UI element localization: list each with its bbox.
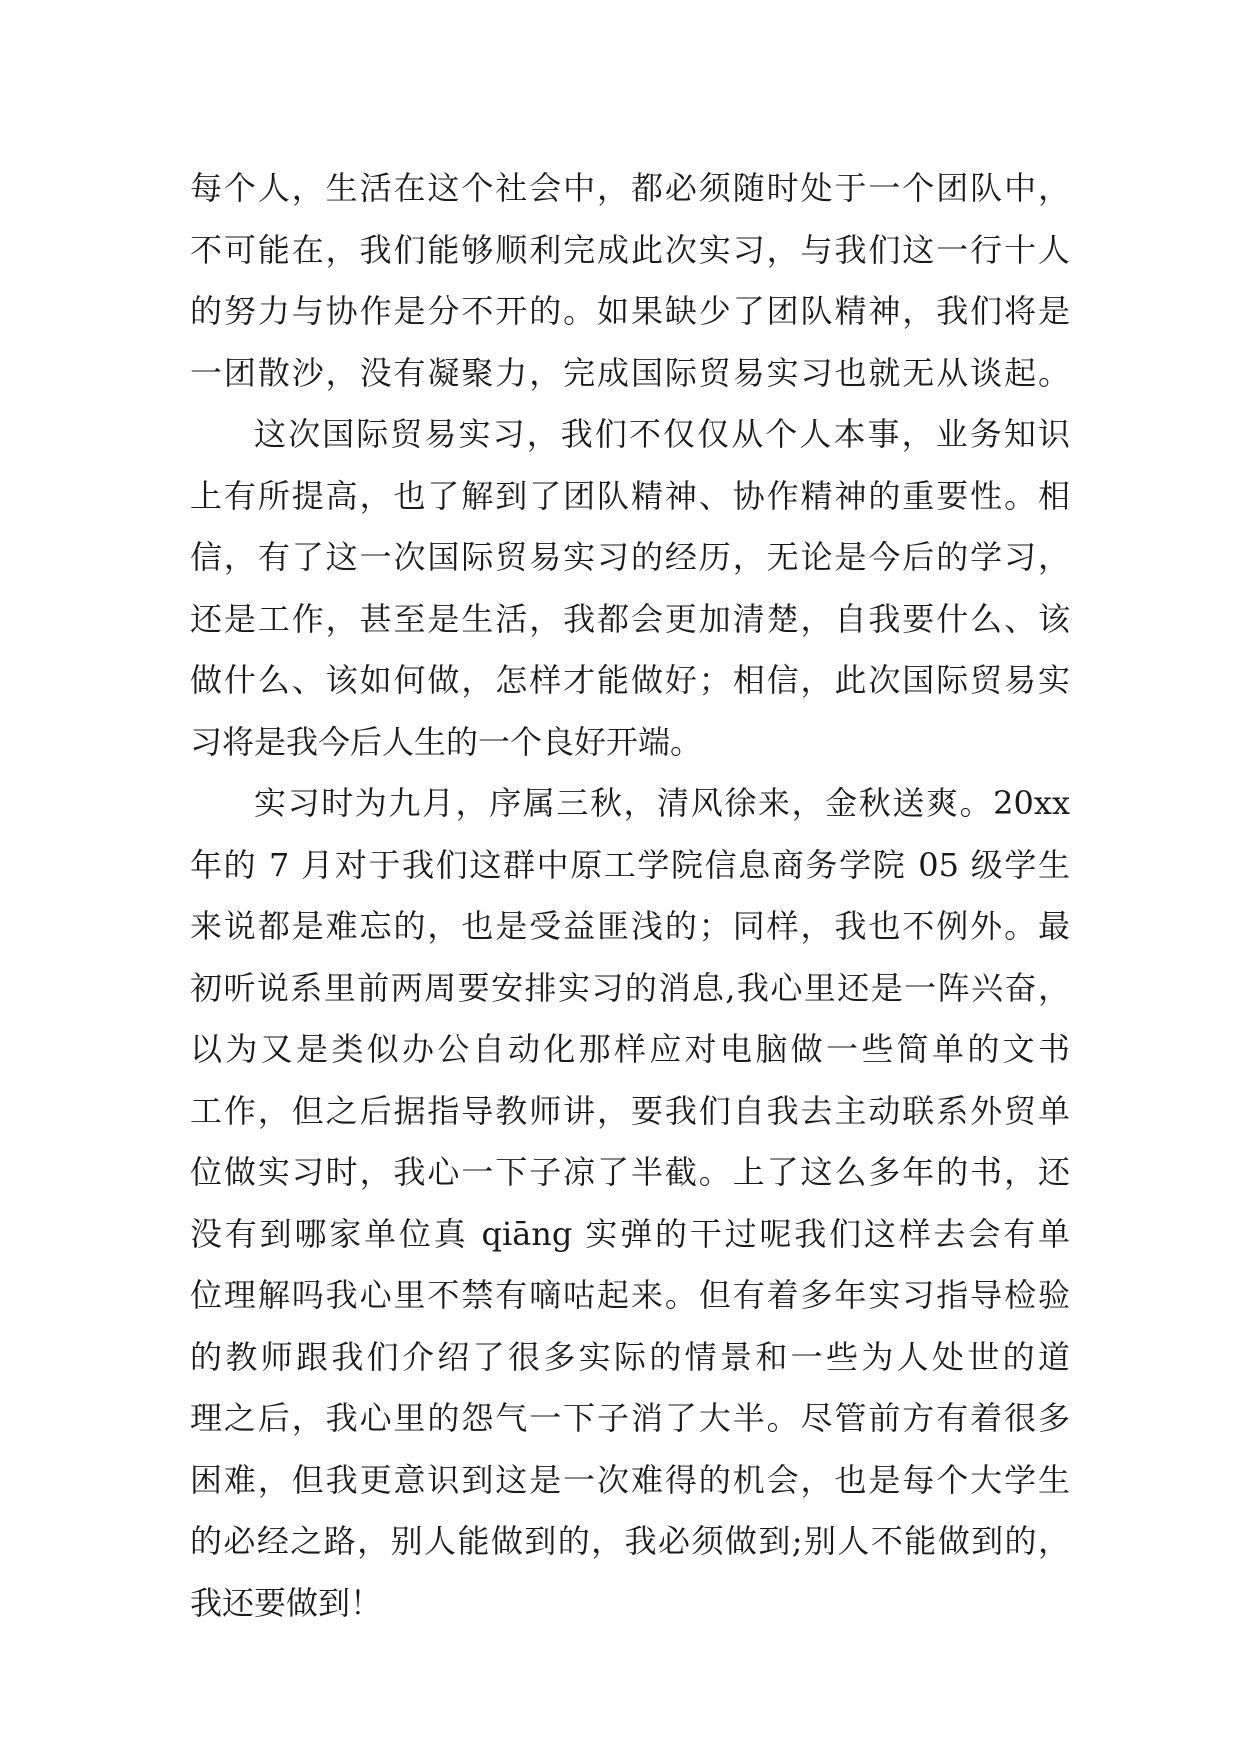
text-line: 的教师跟我们介绍了很多实际的情景和一些为人处世的道 [190, 1337, 1070, 1376]
text-line: 做什么、该如何做，怎样才能做好；相信，此次国际贸易实 [190, 661, 1070, 699]
text-line: 位做实习时，我心一下子凉了半截。上了这么多年的书，还 [190, 1153, 1070, 1191]
paragraph-1 [190, 158, 1070, 404]
text-line: 习将是我今后人生的一个良好开端。 [190, 722, 703, 761]
text-line: 上有所提高，也了解到了团队精神、协作精神的重要性。相 [190, 476, 1070, 515]
text-line: 我还要做到！ [190, 1583, 383, 1622]
text-line: 还是工作，甚至是生活，我都会更加清楚，自我要什么、该 [190, 599, 1070, 638]
document-body [190, 158, 1070, 1634]
text-line: 年的 7 月对于我们这群中原工学院信息商务学院 05 级学生 [190, 845, 1070, 884]
text-line: 来说都是难忘的，也是受益匪浅的；同样，我也不例外。最 [190, 907, 1070, 945]
text-line: 每个人，生活在这个社会中，都必须随时处于一个团队中， [190, 169, 1070, 207]
text-line: 以为又是类似办公自动化那样应对电脑做一些简单的文书 [190, 1030, 1070, 1068]
text-line: 的努力与协作是分不开的。如果缺少了团队精神，我们将是 [190, 292, 1070, 330]
text-line: 这次国际贸易实习，我们不仅仅从个人本事，业务知识 [254, 415, 1070, 453]
text-line: 不可能在，我们能够顺利完成此次实习，与我们这一行十人 [190, 230, 1070, 269]
paragraph-3 [190, 773, 1070, 1634]
text-line: 初听说系里前两周要安排实习的消息,我心里还是一阵兴奋， [190, 968, 1070, 1007]
text-line: 信，有了这一次国际贸易实习的经历，无论是今后的学习， [190, 538, 1070, 576]
paragraph-2 [190, 404, 1070, 773]
text-line: 一团散沙，没有凝聚力，完成国际贸易实习也就无从谈起。 [190, 353, 1070, 392]
text-line: 位理解吗我心里不禁有嘀咕起来。但有着多年实习指导检验 [190, 1276, 1070, 1314]
text-line: 没有到哪家单位真 qiāng 实弹的干过呢我们这样去会有单 [190, 1214, 1070, 1253]
text-line: 工作，但之后据指导教师讲，要我们自我去主动联系外贸单 [190, 1091, 1070, 1130]
text-line: 实习时为九月，序属三秋，清风徐来，金秋送爽。20xx [254, 784, 1070, 822]
text-line: 理之后，我心里的怨气一下子消了大半。尽管前方有着很多 [190, 1399, 1070, 1437]
text-line: 的必经之路，别人能做到的，我必须做到;别人不能做到的， [190, 1522, 1070, 1560]
text-line: 困难，但我更意识到这是一次难得的机会，也是每个大学生 [190, 1460, 1070, 1499]
